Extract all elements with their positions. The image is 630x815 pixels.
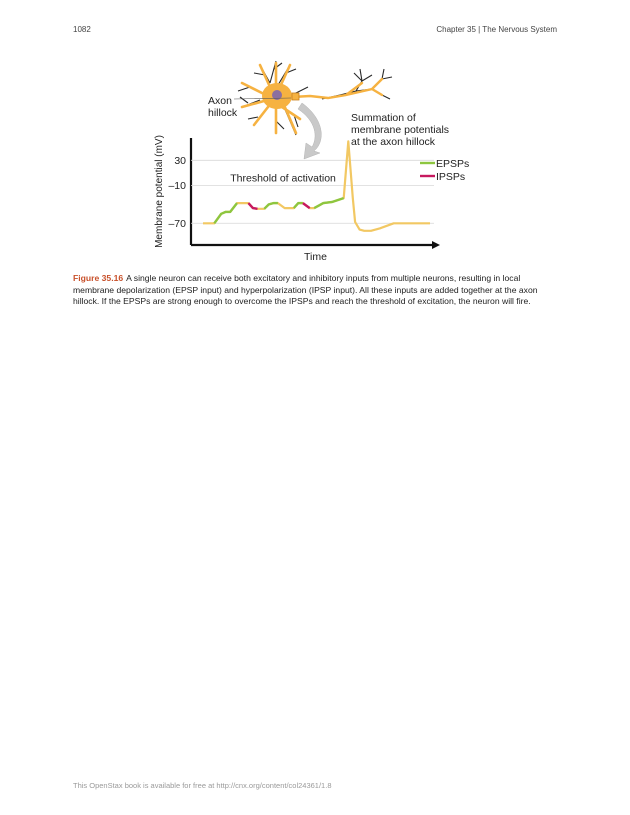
ipsp-segment xyxy=(248,203,257,209)
epsp-segment xyxy=(294,203,303,208)
figure-number: Figure 35.16 xyxy=(73,273,124,283)
ipsp-segment xyxy=(303,203,310,208)
series xyxy=(203,141,430,230)
y-tick-label: 30 xyxy=(174,154,186,167)
gridlines xyxy=(191,160,434,223)
y-tick-label: –10 xyxy=(168,179,186,192)
axon-hillock-marker xyxy=(292,93,299,100)
epsp-segment xyxy=(314,198,344,208)
figure-caption xyxy=(73,273,558,308)
figure xyxy=(150,55,470,275)
y-tick-labels xyxy=(168,155,186,230)
summation-label-2: membrane potentials xyxy=(351,124,450,136)
caption-text: A single neuron can receive both excitatory and inhibitory inputs from multiple neurons, resulting in local membrane depolarization (EPSP input) and hyperpolarization (IPSP input). All these inputs are added together at the axon hillock. If the EPSPs are strong enough to overcome the IPSPs and reach the threshold of excitation, the neuron will fire. xyxy=(73,273,538,307)
y-axis-label: Membrane potential (mV) xyxy=(154,135,165,248)
legend xyxy=(420,158,469,183)
page-number: 1082 xyxy=(73,25,91,34)
legend-label: IPSPs xyxy=(436,171,466,183)
summation-label-3: at the axon hillock xyxy=(351,136,436,148)
axon-hillock-label-2: hillock xyxy=(208,107,238,119)
threshold-label: Threshold of activation xyxy=(230,172,336,185)
footer-text: This OpenStax book is available for free at http://cnx.org/content/col24361/1.8 xyxy=(73,781,332,790)
axon-hillock-label-1: Axon xyxy=(208,95,232,107)
membrane-potential-trace xyxy=(203,141,430,230)
summation-label-1: Summation of xyxy=(351,112,416,124)
x-axis-label: Time xyxy=(304,251,327,263)
y-tick-label: –70 xyxy=(168,217,186,230)
figure-svg xyxy=(150,55,470,275)
legend-label: EPSPs xyxy=(436,158,470,170)
chapter-title: Chapter 35 | The Nervous System xyxy=(436,25,557,34)
epsp-segment xyxy=(264,203,278,209)
epsp-segment xyxy=(214,203,237,223)
x-axis-arrowhead xyxy=(432,241,440,249)
summation-arrow xyxy=(298,103,321,159)
